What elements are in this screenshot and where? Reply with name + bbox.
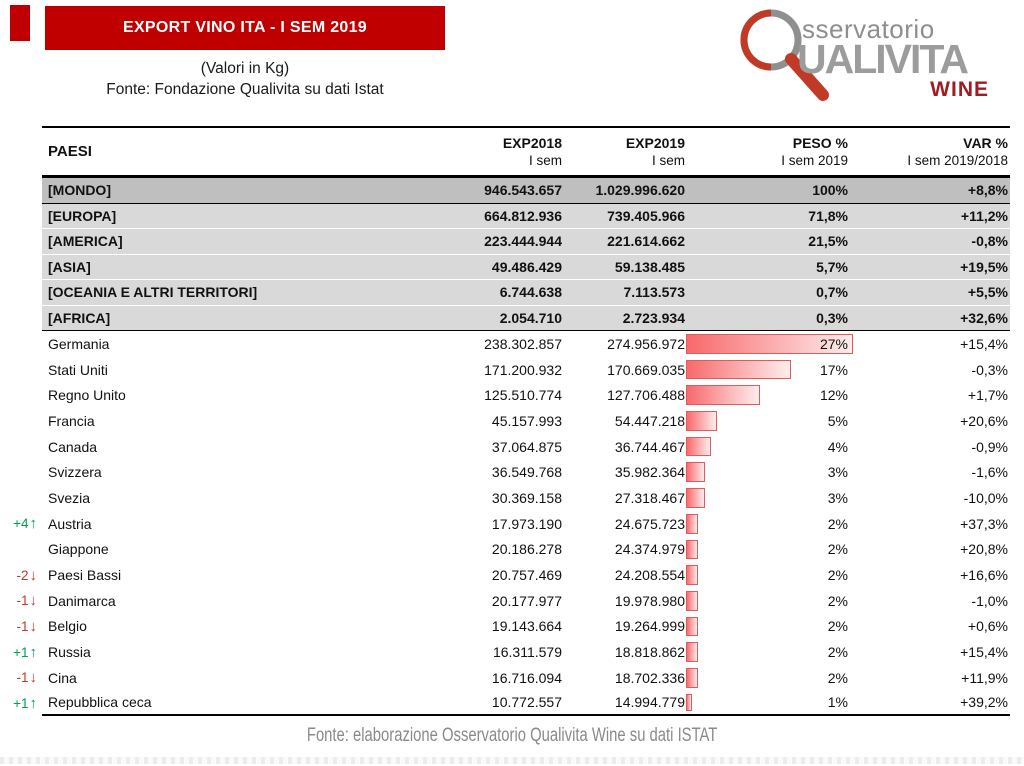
peso-cell [685,357,852,383]
region-name: [AMERICA] [48,233,123,250]
country-row [0,511,1010,537]
country-row [0,691,1010,717]
peso-cell [685,691,852,715]
exp2018-value: 45.157.993 [491,412,562,429]
exp2019-value: 18.702.336 [614,669,685,686]
col-header-exp2018: EXP2018 I sem [502,134,562,168]
peso-value: 0,3% [816,309,848,326]
peso-bar [686,488,705,508]
peso-cell [685,588,852,614]
var-value: -1,0% [971,592,1008,609]
logo-text-qualivita: UALIVITA [797,36,968,82]
rank-change-value: -1 [16,593,29,609]
export-table [0,126,1010,716]
peso-bar [686,514,698,534]
rank-change [0,588,42,614]
var-value: +11,9% [961,669,1008,686]
exp2019-value: 19.264.999 [614,618,685,635]
exp2019-value: 221.614.662 [607,233,685,250]
aggregate-row [0,280,1010,306]
var-value: +15,4% [960,335,1008,352]
var-value: +5,5% [967,284,1008,301]
peso-bar [686,385,760,405]
peso-cell [685,434,852,460]
country-row [0,588,1010,614]
col-header-paesi: PAESI [48,143,92,160]
peso-bar [686,668,698,688]
country-name: Francia [48,412,95,429]
exp2019-value: 54.447.218 [614,412,685,429]
var-value: +15,4% [960,644,1008,661]
exp2019-value: 24.208.554 [614,567,685,584]
rank-change [0,485,42,511]
exp2019-value: 2.723.934 [622,309,685,326]
peso-value: 2% [827,515,848,532]
var-value: -1,6% [971,464,1008,481]
exp2019-value: 739.405.966 [607,207,685,224]
peso-bar [686,642,698,662]
exp2018-value: 49.486.429 [491,258,562,275]
country-name: Svizzera [48,464,102,481]
country-name: Russia [48,644,91,661]
peso-cell [685,485,852,511]
peso-value: 5,7% [816,258,848,275]
peso-bar [686,360,791,380]
rank-change [0,382,42,408]
aggregate-row [0,204,1010,230]
peso-cell [685,537,852,563]
country-name: Austria [48,515,92,532]
rank-gutter [0,280,42,306]
peso-value: 2% [827,567,848,584]
exp2019-value: 19.978.980 [614,592,685,609]
table-header-row [0,126,1010,178]
exp2018-value: 30.369.158 [491,489,562,506]
rank-change [0,511,42,537]
exp2019-value: 274.956.972 [607,335,685,352]
var-value: -10,0% [963,489,1008,506]
exp2018-value: 37.064.875 [491,438,562,455]
exp2019-value: 24.374.979 [614,541,685,558]
country-name: Repubblica ceca [48,694,152,711]
peso-value: 2% [827,644,848,661]
footer-source: Fonte: elaborazione Osservatorio Qualivita Wine su dati ISTAT [306,725,718,746]
peso-value: 4% [827,438,848,455]
logo-text-osservatorio: sservatorio [802,14,935,44]
country-name: Cina [48,669,77,686]
peso-bar [686,565,698,585]
country-row [0,665,1010,691]
aggregate-row [0,255,1010,281]
exp2018-value: 125.510.774 [484,387,562,404]
subtitle-block [45,58,445,100]
qualivita-logo [733,4,1018,106]
exp2019-value: 170.669.035 [607,361,685,378]
peso-value: 2% [827,669,848,686]
aggregate-row [0,306,1010,332]
peso-value: 27% [819,335,848,352]
peso-bar [686,617,698,637]
country-row [0,382,1010,408]
peso-cell [685,562,852,588]
var-value: +20,6% [960,412,1008,429]
rank-gutter [0,306,42,332]
region-name: [AFRICA] [48,309,111,326]
rank-change [0,434,42,460]
peso-bar [686,540,698,560]
peso-value: 100% [812,182,848,199]
rank-change-value: -1 [16,670,29,686]
rank-change-value: +1 [13,695,29,711]
country-name: Regno Unito [48,387,126,404]
exp2018-value: 16.311.579 [492,644,562,661]
country-row [0,357,1010,383]
var-value: -0,8% [971,233,1008,250]
peso-value: 0,7% [816,284,848,301]
exp2019-value: 7.113.573 [623,284,685,301]
peso-bar [686,591,698,611]
peso-bar [686,437,711,457]
logo-text-wine: WINE [930,78,989,101]
country-row [0,639,1010,665]
peso-value: 2% [827,541,848,558]
country-name: Giappone [48,541,109,558]
region-name: [EUROPA] [48,207,117,224]
title-banner [45,6,445,50]
exp2019-value: 127.706.488 [607,387,685,404]
country-name: Paesi Bassi [48,567,122,584]
rank-change-value: +1 [13,644,29,660]
exp2018-value: 171.200.932 [484,361,562,378]
country-rows-body [0,331,1010,716]
rank-gutter [0,255,42,281]
rank-change [0,331,42,357]
peso-cell [685,382,852,408]
exp2018-value: 17.973.190 [491,515,562,532]
peso-cell [685,408,852,434]
exp2018-value: 223.444.944 [484,233,562,250]
aggregate-row [0,229,1010,255]
var-value: +16,6% [960,567,1008,584]
exp2019-value: 59.138.485 [614,258,685,275]
peso-value: 3% [827,489,848,506]
rank-gutter-header [0,126,42,178]
var-value: +1,7% [967,387,1008,404]
rank-change [0,357,42,383]
var-value: +39,2% [960,694,1008,711]
rank-arrow-icon: ↓ [29,617,37,635]
aggregate-row [0,178,1010,204]
exp2018-value: 20.757.469 [491,567,562,584]
peso-value: 21,5% [808,233,848,250]
rank-gutter [0,229,42,255]
region-name: [ASIA] [48,258,91,275]
rank-change [0,408,42,434]
region-name: [OCEANIA E ALTRI TERRITORI] [48,284,258,301]
rank-change [0,537,42,563]
rank-change [0,639,42,665]
peso-value: 2% [827,592,848,609]
exp2018-value: 20.177.977 [491,592,562,609]
rank-change-value: -2 [16,567,29,583]
country-name: Stati Uniti [48,361,108,378]
banner-title: EXPORT VINO ITA - I SEM 2019 [122,19,367,36]
rank-change-value: +4 [13,516,29,532]
rank-change [0,614,42,640]
var-value: -0,9% [971,438,1008,455]
exp2019-value: 27.318.467 [614,489,685,506]
var-value: +19,5% [960,258,1008,275]
peso-cell [685,511,852,537]
country-row [0,459,1010,485]
rank-change [0,562,42,588]
exp2018-value: 36.549.768 [491,464,562,481]
rank-change [0,665,42,691]
rank-arrow-icon: ↑ [29,694,37,712]
rank-change-value: -1 [16,618,29,634]
peso-bar [686,694,692,712]
rank-gutter [0,204,42,230]
peso-value: 5% [827,412,848,429]
country-row [0,408,1010,434]
peso-value: 1% [827,694,848,711]
country-row [0,537,1010,563]
peso-value: 17% [819,361,848,378]
subtitle-source: Fonte: Fondazione Qualivita su dati Istat [106,81,384,98]
peso-cell [685,639,852,665]
exp2018-value: 19.143.664 [491,618,562,635]
peso-value: 3% [827,464,848,481]
region-name: [MONDO] [48,182,111,199]
peso-cell [685,331,852,357]
rank-change [0,459,42,485]
peso-cell [685,614,852,640]
var-value: +37,3% [960,515,1008,532]
rank-arrow-icon: ↑ [29,643,37,661]
exp2019-value: 35.982.364 [614,464,685,481]
exp2019-value: 18.818.862 [614,644,685,661]
country-name: Belgio [48,618,87,635]
peso-value: 2% [827,618,848,635]
red-square-decoration [10,5,30,41]
peso-bar [686,462,705,482]
exp2018-value: 2.054.710 [499,309,562,326]
rank-arrow-icon: ↑ [29,515,37,533]
var-value: +11,2% [960,207,1008,224]
exp2018-value: 6.744.638 [499,284,562,301]
country-row [0,562,1010,588]
peso-value: 71,8% [808,207,848,224]
country-row [0,434,1010,460]
exp2019-value: 24.675.723 [614,515,685,532]
var-value: +8,8% [967,182,1008,199]
bottom-stripe-decoration [0,757,1024,764]
rank-arrow-icon: ↓ [29,566,37,584]
aggregate-rows-body [0,178,1010,331]
exp2019-value: 1.029.996.620 [595,182,685,199]
col-header-peso: PESO % I sem 2019 [781,134,848,168]
var-value: -0,3% [971,361,1008,378]
exp2019-value: 14.994.779 [614,694,685,711]
peso-value: 12% [819,387,848,404]
rank-arrow-icon: ↓ [29,669,37,687]
country-name: Germania [48,335,110,352]
var-value: +0,6% [967,618,1008,635]
exp2018-value: 16.716.094 [491,669,562,686]
country-name: Canada [48,438,98,455]
exp2018-value: 946.543.657 [484,182,562,199]
col-header-var: VAR % I sem 2019/2018 [907,134,1008,168]
exp2019-value: 36.744.467 [614,438,685,455]
exp2018-value: 20.186.278 [491,541,562,558]
country-row [0,485,1010,511]
rank-change [0,691,42,717]
exp2018-value: 10.772.557 [491,694,562,711]
rank-gutter [0,178,42,204]
country-name: Svezia [48,489,91,506]
peso-bar [686,411,717,431]
var-value: +20,8% [960,541,1008,558]
country-name: Danimarca [48,592,116,609]
peso-cell [685,459,852,485]
country-row [0,614,1010,640]
peso-cell [685,665,852,691]
col-header-exp2019: EXP2019 I sem [625,134,685,168]
rank-arrow-icon: ↓ [29,592,37,610]
exp2018-value: 238.302.857 [484,335,562,352]
exp2018-value: 664.812.936 [484,207,562,224]
country-row [0,331,1010,357]
var-value: +32,6% [960,309,1008,326]
subtitle-units: (Valori in Kg) [200,60,290,77]
